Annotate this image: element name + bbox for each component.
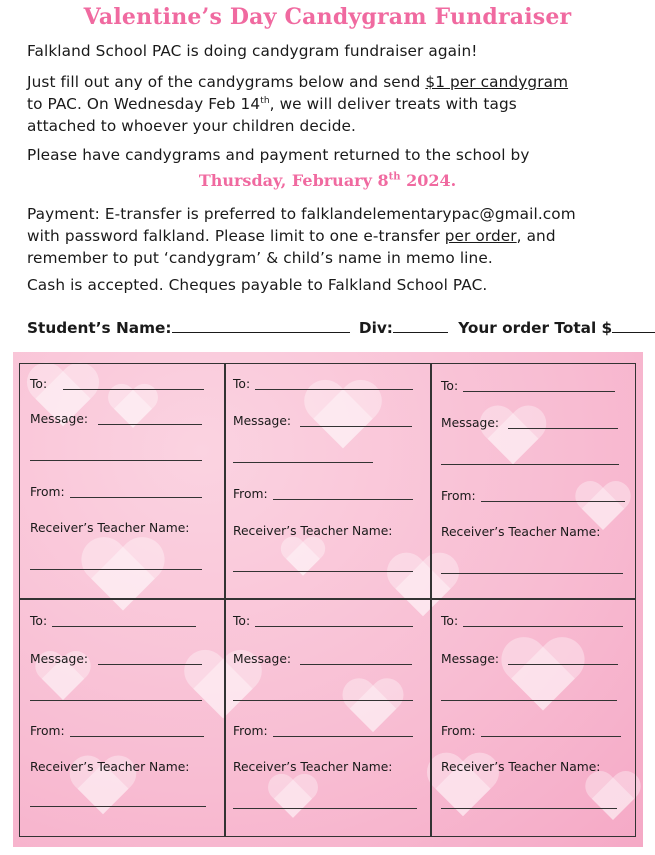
from-label: From: — [233, 487, 268, 501]
page-title: Valentine’s Day Candygram Fundraiser — [83, 4, 572, 30]
div-field[interactable] — [393, 317, 448, 333]
deadline-text: Thursday, February 8th 2024. — [198, 171, 457, 190]
to-label: To: — [30, 614, 48, 628]
teacher-label: Receiver’s Teacher Name: — [30, 521, 190, 535]
teacher-field[interactable] — [233, 570, 413, 572]
message-field[interactable] — [300, 425, 412, 427]
teacher-field[interactable] — [30, 805, 206, 807]
message-field[interactable] — [441, 463, 619, 465]
teacher-label: Receiver’s Teacher Name: — [233, 760, 393, 774]
teacher-label: Receiver’s Teacher Name: — [441, 760, 601, 774]
message-field[interactable] — [98, 663, 202, 665]
payment-text: Payment: E-transfer is preferred to falklandelementarypac@gmail.com with password falkland. Please limit to one e-transfer per order, and remember to put ‘candygram’ & child’s name in memo line. — [27, 205, 576, 267]
message-field[interactable] — [233, 461, 373, 463]
message-field[interactable] — [508, 427, 618, 429]
teacher-field[interactable] — [233, 807, 417, 809]
from-field[interactable] — [481, 500, 625, 502]
total-field[interactable] — [612, 317, 655, 333]
message-field[interactable] — [233, 699, 413, 701]
from-field[interactable] — [70, 496, 202, 498]
to-field[interactable] — [52, 625, 196, 627]
message-label: Message: — [441, 416, 500, 430]
from-field[interactable] — [273, 498, 413, 500]
cash-note: Cash is accepted. Cheques payable to Falkland School PAC. — [27, 276, 488, 294]
to-label: To: — [233, 614, 251, 628]
student-name-field[interactable] — [172, 317, 350, 333]
to-label: To: — [441, 379, 459, 393]
to-label: To: — [30, 377, 48, 391]
message-field[interactable] — [30, 699, 202, 701]
message-field[interactable] — [30, 459, 202, 461]
message-label: Message: — [233, 414, 292, 428]
intro-text: Falkland School PAC is doing candygram fundraiser again! — [27, 42, 478, 60]
candygram-grid — [19, 363, 636, 837]
to-field[interactable] — [255, 625, 413, 627]
to-label: To: — [441, 614, 459, 628]
to-field[interactable] — [463, 390, 615, 392]
message-label: Message: — [233, 652, 292, 666]
message-label: Message: — [30, 412, 89, 426]
price-text: $1 per candygram — [425, 73, 569, 91]
teacher-label: Receiver’s Teacher Name: — [441, 525, 601, 539]
to-field[interactable] — [463, 625, 623, 627]
from-label: From: — [233, 724, 268, 738]
total-label: Your order Total $ — [458, 319, 613, 337]
order-form-line — [27, 317, 642, 337]
from-field[interactable] — [481, 735, 621, 737]
message-field[interactable] — [441, 699, 617, 701]
message-field[interactable] — [98, 423, 202, 425]
teacher-field[interactable] — [30, 568, 202, 570]
message-field[interactable] — [508, 663, 618, 665]
teacher-field[interactable] — [441, 807, 617, 809]
message-label: Message: — [441, 652, 500, 666]
student-name-label: Student’s Name: — [27, 319, 172, 337]
to-label: To: — [233, 377, 251, 391]
from-field[interactable] — [273, 735, 413, 737]
teacher-label: Receiver’s Teacher Name: — [30, 760, 190, 774]
teacher-field[interactable] — [441, 572, 623, 574]
teacher-label: Receiver’s Teacher Name: — [233, 524, 393, 538]
from-field[interactable] — [70, 735, 204, 737]
instructions-text: Just fill out any of the candygrams below and send $1 per candygram to PAC. On Wednesday Feb 14th, we will deliver treats with tags attached to whoever your children decide. — [27, 73, 569, 135]
from-label: From: — [441, 489, 476, 503]
from-label: From: — [30, 485, 65, 499]
return-note: Please have candygrams and payment returned to the school by — [27, 146, 530, 164]
from-label: From: — [441, 724, 476, 738]
to-field[interactable] — [63, 388, 204, 390]
message-field[interactable] — [300, 663, 412, 665]
to-field[interactable] — [255, 388, 413, 390]
from-label: From: — [30, 724, 65, 738]
message-label: Message: — [30, 652, 89, 666]
div-label: Div: — [358, 319, 393, 337]
